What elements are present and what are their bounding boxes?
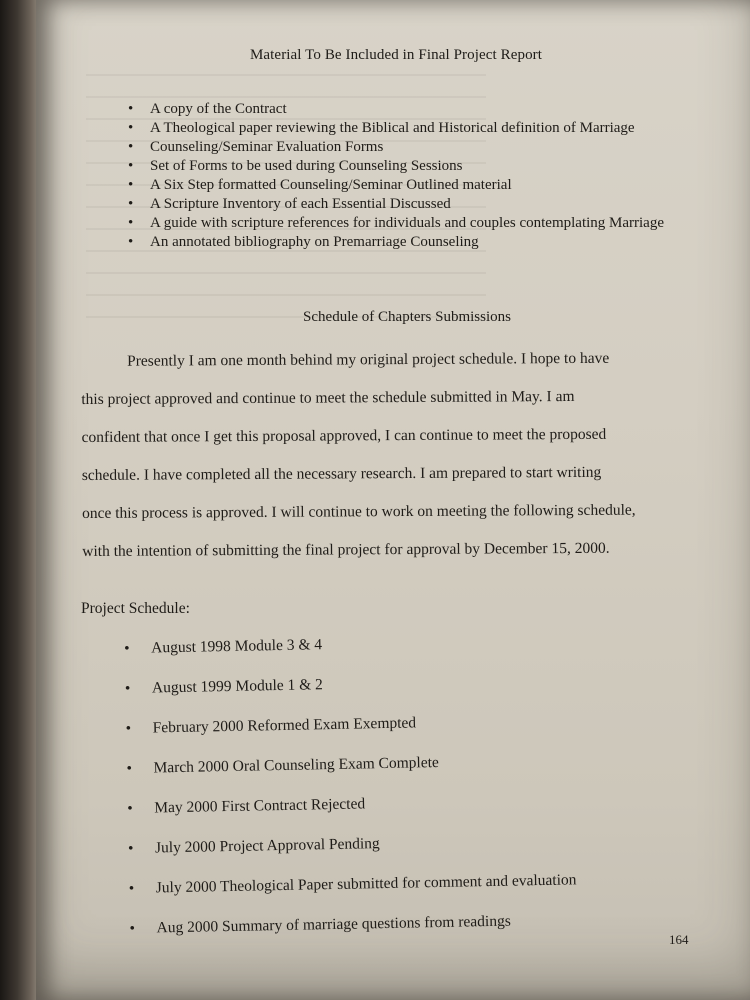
materials-list-item: • A Theological paper reviewing the Biblical and Historical definition of Marriage (128, 119, 668, 137)
paragraph-line: this project approved and continue to meet the schedule submitted in May. I am (81, 387, 575, 408)
materials-list-item: • Counseling/Seminar Evaluation Forms (128, 138, 668, 156)
paragraph-line: confident that once I get this proposal approved, I can continue to meet the proposed (81, 425, 607, 446)
paragraph-line: with the intention of submitting the final project for approval by December 15, 2000. (82, 539, 610, 560)
materials-list-item: • A copy of the Contract (128, 100, 668, 118)
materials-list (128, 100, 668, 252)
paragraph-line: Presently I am one month behind my original project schedule. I hope to have (127, 349, 610, 370)
materials-list-item: • A Scripture Inventory of each Essential Discussed (128, 195, 668, 213)
schedule-list-item: • May 2000 First Contract Rejected (127, 789, 647, 819)
schedule-list-item: • March 2000 Oral Counseling Exam Complete (126, 749, 646, 779)
schedule-list-item: • July 2000 Theological Paper submitted for comment and evaluation (129, 869, 649, 899)
document-page (36, 0, 750, 1000)
project-schedule-list (124, 629, 650, 959)
schedule-list-item: • August 1999 Module 1 & 2 (125, 669, 645, 699)
schedule-heading: Schedule of Chapters Submissions (303, 309, 511, 325)
materials-list-item: • An annotated bibliography on Premarriage Counseling (128, 233, 668, 251)
paragraph-line: schedule. I have completed all the necessary research. I am prepared to start writing (81, 463, 602, 484)
schedule-list-item: • July 2000 Project Approval Pending (128, 829, 648, 859)
paragraph-line: once this process is approved. I will continue to work on meeting the following schedule, (81, 501, 636, 522)
schedule-list-item: • August 1998 Module 3 & 4 (124, 629, 644, 659)
page-number: 164 (669, 932, 689, 947)
materials-list-item: • Set of Forms to be used during Counseling Sessions (128, 157, 668, 175)
materials-list-item: • A guide with scripture references for individuals and couples contemplating Marriage (128, 214, 668, 232)
project-schedule-label: Project Schedule: (81, 600, 190, 617)
body-paragraph (81, 339, 682, 571)
schedule-list-item: • February 2000 Reformed Exam Exempted (126, 709, 646, 739)
materials-list-item: • A Six Step formatted Counseling/Seminar Outlined material (128, 176, 668, 194)
schedule-list-item: • Aug 2000 Summary of marriage questions from readings (129, 909, 649, 939)
document-title: Material To Be Included in Final Project Report (249, 47, 543, 63)
book-spine (0, 0, 38, 1000)
